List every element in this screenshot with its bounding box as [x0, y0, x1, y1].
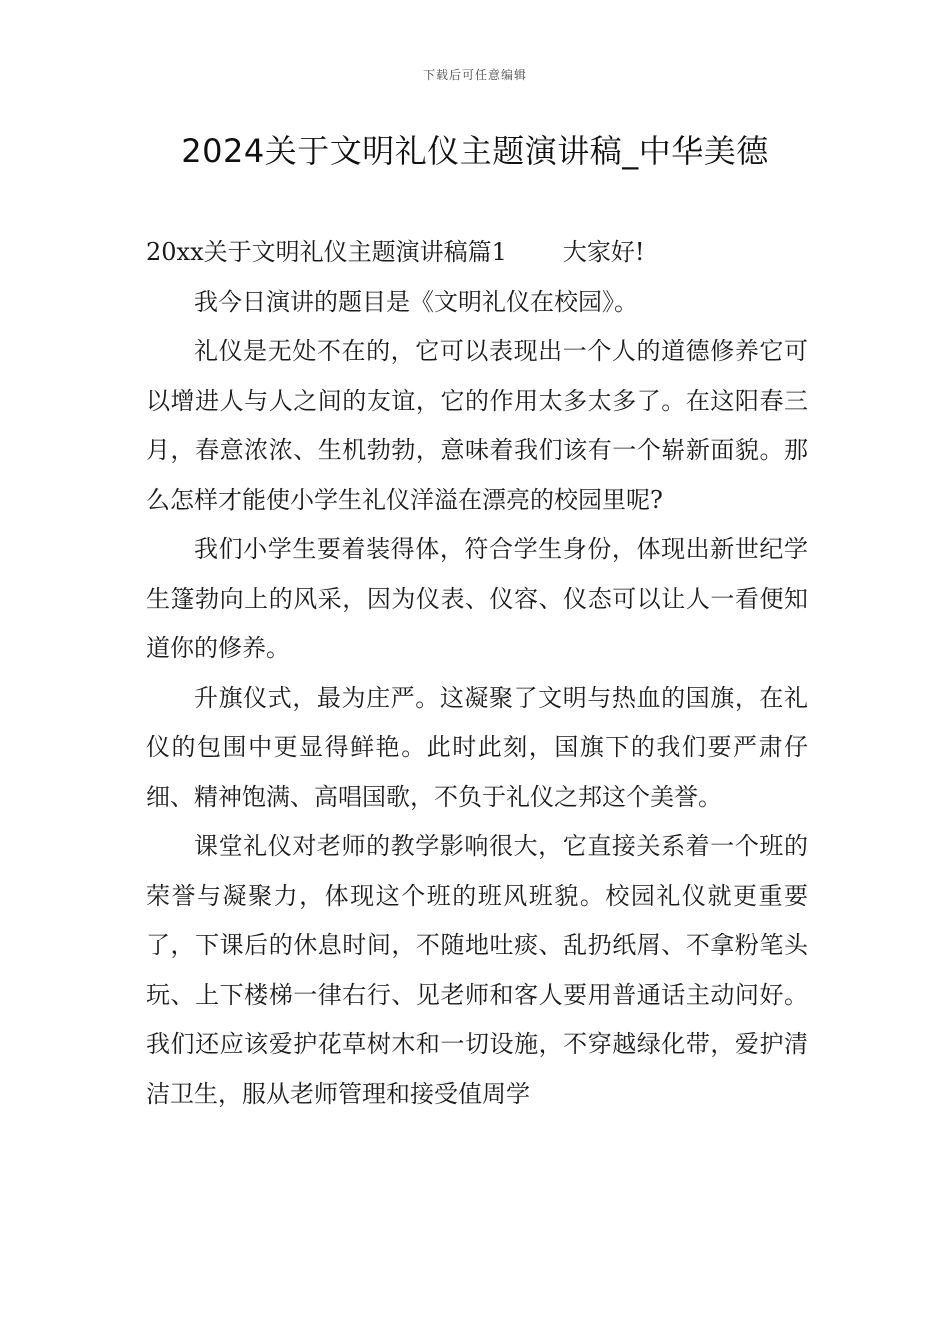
- intro-greeting: 大家好!: [562, 238, 645, 266]
- paragraph: 我们小学生要着装得体，符合学生身份，体现出新世纪学生篷勃向上的风采，因为仪表、仪容、仪态可以让人一看便知道你的修养。: [146, 535, 808, 662]
- document-title: 2024关于文明礼仪主题演讲稿_中华美德: [181, 132, 769, 170]
- document-body: [146, 228, 808, 1119]
- paragraph: 课堂礼仪对老师的教学影响很大，它直接关系着一个班的荣誉与凝聚力，体现这个班的班风班貌。校园礼仪就更重要了，下课后的休息时间，不随地吐痰、乱扔纸屑、不拿粉笔头玩、上下楼梯一律右行、见老师和客人要用普通话主动问好。我们还应该爱护花草树木和一切设施，不穿越绿化带，爱护清洁卫生，服从老师管理和接受值周学: [146, 832, 808, 1108]
- paragraph: 礼仪是无处不在的，它可以表现出一个人的道德修养它可以增进人与人之间的友谊，它的作用太多太多了。在这阳春三月，春意浓浓、生机勃勃，意味着我们该有一个崭新面貌。那么怎样才能使小学生礼仪洋溢在漂亮的校园里呢?: [146, 337, 808, 514]
- intro-line: [146, 228, 808, 278]
- paragraph: 我今日演讲的题目是《文明礼仪在校园》。: [194, 287, 638, 316]
- intro-heading: 20xx关于文明礼仪主题演讲稿篇1: [146, 238, 507, 266]
- header-note: 下载后可任意编辑: [422, 68, 527, 82]
- paragraph: 升旗仪式，最为庄严。这凝聚了文明与热血的国旗，在礼仪的包围中更显得鲜艳。此时此刻，国旗下的我们要严肃仔细、精神饱满、高唱国歌，不负于礼仪之邦这个美誉。: [146, 683, 808, 811]
